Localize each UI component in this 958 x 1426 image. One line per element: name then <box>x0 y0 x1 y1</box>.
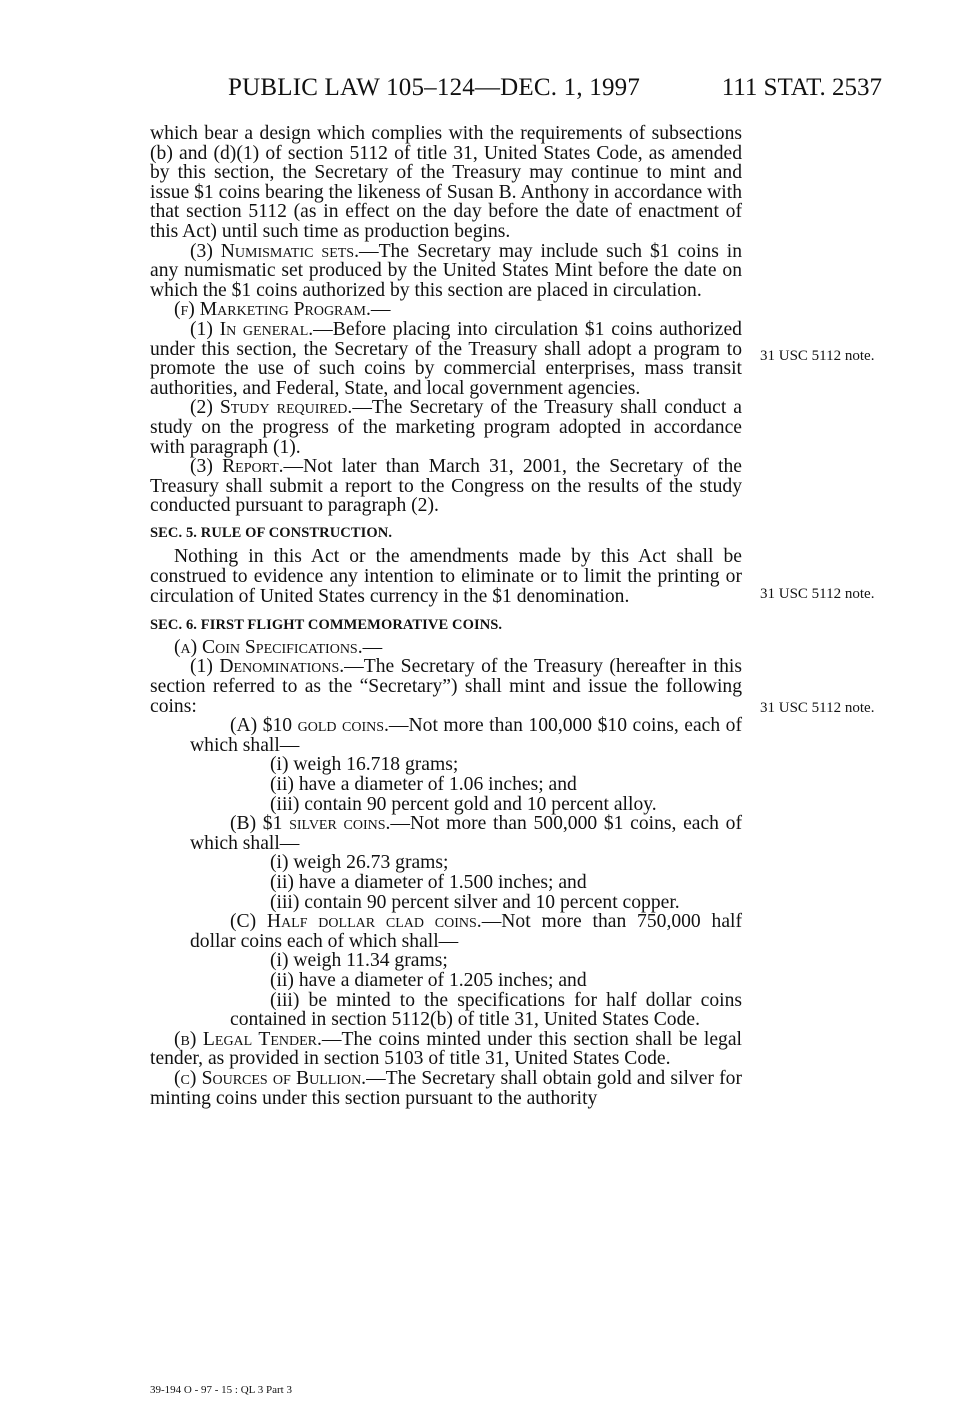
print-job-footer: 39-194 O - 97 - 15 : QL 3 Part 3 <box>150 1384 292 1396</box>
margin-note-sec6: 31 USC 5112 note. <box>760 700 875 716</box>
paragraph-continuation: which bear a design which complies with the requirements of subsections (b) and (d)(1) of section 5112 of title 31, United States Code, as amended by this section, the Secretary of the Treasury may continue to mint and issue $1 coins bearing the likeness of Susan B. Anthony in accordance with that section 5112 (as in effect on the day before the date of enactment of this Act) until such time as production begins. <box>150 123 742 242</box>
heading-sources-of-bullion: (c) Sources of Bullion. <box>174 1067 367 1089</box>
subparagraph-c: (C) Half dollar clad coins.—Not more than 750,000 half dollar coins each of which shall— <box>190 911 742 952</box>
heading-legal-tender: (b) Legal Tender. <box>174 1028 322 1050</box>
page-header <box>228 74 882 104</box>
public-law-citation: PUBLIC LAW 105–124—DEC. 1, 1997 <box>228 74 641 101</box>
margin-note-sec5: 31 USC 5112 note. <box>760 586 875 602</box>
subparagraph-b: (B) $1 silver coins.—Not more than 500,000 $1 coins, each of which shall— <box>190 813 742 854</box>
paragraph-in-general: (1) In general.—Before placing into circulation $1 coins authorized under this section, the Secretary of the Treasury shall adopt a program to promote the use of such coins by commercial enterprises, mass transit authorities, and Federal, State, and local government agencies. <box>150 318 742 399</box>
paragraph-report: (3) Report.—Not later than March 31, 2001, the Secretary of the Treasury shall submit a report to the Congress on the results of the study conducted pursuant to paragraph (2). <box>150 456 742 517</box>
heading-denominations: (1) Denominations. <box>190 656 345 678</box>
heading-coin-specifications: (a) Coin Specifications. <box>174 636 363 658</box>
statute-page-number: 111 STAT. 2537 <box>721 74 882 101</box>
section-5-heading: SEC. 5. RULE OF CONSTRUCTION. <box>150 524 393 541</box>
heading-gold-coins: (A) $10 gold coins. <box>230 715 389 737</box>
clause-a-i: (i) weigh 16.718 grams; <box>270 754 459 776</box>
heading-report: (3) Report. <box>190 456 284 478</box>
clause-b-i: (i) weigh 26.73 grams; <box>270 852 449 874</box>
paragraph-sources-of-bullion: (c) Sources of Bullion.—The Secretary shall obtain gold and silver for minting coins under this section pursuant to the authority <box>150 1067 742 1109</box>
clause-c-i: (i) weigh 11.34 grams; <box>270 950 448 972</box>
paragraph-marketing-program: (f) Marketing Program.— <box>174 299 391 321</box>
paragraph-numismatic-sets: (3) Numismatic sets.—The Secretary may include such $1 coins in any numismatic set produced by the United States Mint before the date on which the $1 coins authorized by this section are placed in circulation. <box>150 240 742 301</box>
clause-a-ii: (ii) have a diameter of 1.06 inches; and <box>270 774 577 795</box>
paragraph-denominations: (1) Denominations.—The Secretary of the Treasury (hereafter in this section referred to as the “Secretary”) shall mint and issue the following coins: <box>150 656 742 717</box>
document-body <box>150 124 742 1108</box>
paragraph-study-required: (2) Study required.—The Secretary of the Treasury shall conduct a study on the progress of the marketing program adopted in accordance with paragraph (1). <box>150 397 742 458</box>
margin-note-f: 31 USC 5112 note. <box>760 348 875 364</box>
paragraph-legal-tender: (b) Legal Tender.—The coins minted under this section shall be legal tender, as provided in section 5103 of title 31, United States Code. <box>150 1028 742 1070</box>
clause-c-ii: (ii) have a diameter of 1.205 inches; and <box>270 969 587 991</box>
heading-in-general: (1) In general. <box>190 318 314 340</box>
clause-b-iii: (iii) contain 90 percent silver and 10 percent copper. <box>270 891 680 913</box>
clause-c-iii: (iii) be minted to the specifications for half dollar coins contained in section 5112(b) of title 31, United States Code. <box>230 989 742 1031</box>
heading-numismatic-sets: (3) Numismatic sets. <box>190 240 359 262</box>
section-6-heading: SEC. 6. FIRST FLIGHT COMMEMORATIVE COINS. <box>150 617 503 634</box>
subparagraph-a: (A) $10 gold coins.—Not more than 100,000 $10 coins, each of which shall— <box>190 715 743 756</box>
heading-study-required: (2) Study required. <box>190 397 353 419</box>
heading-marketing-program: (f) Marketing Program. <box>174 299 371 321</box>
heading-silver-coins: (B) $1 silver coins. <box>230 813 391 835</box>
clause-b-ii: (ii) have a diameter of 1.500 inches; and <box>270 871 587 893</box>
heading-half-dollar-clad-coins: (C) Half dollar clad coins. <box>230 911 482 933</box>
clause-a-iii: (iii) contain 90 percent gold and 10 percent alloy. <box>270 793 657 815</box>
paragraph-coin-specifications: (a) Coin Specifications.— <box>174 636 383 658</box>
paragraph-rule-of-construction: Nothing in this Act or the amendments made by this Act shall be construed to evidence any intention to eliminate or to limit the printing or circulation of United States currency in the $1 denomination. <box>150 546 742 607</box>
